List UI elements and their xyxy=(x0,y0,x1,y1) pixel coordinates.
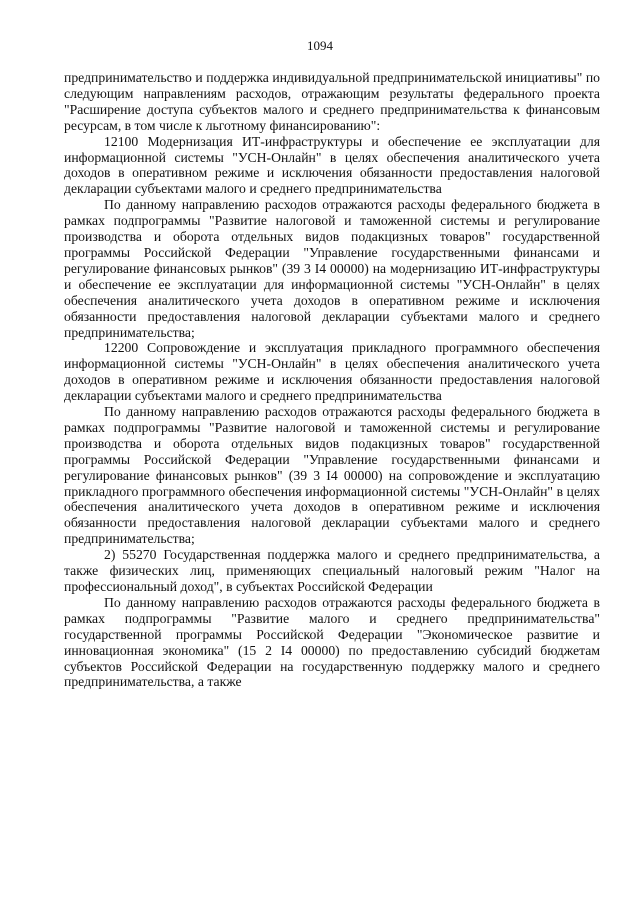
paragraph-description-55270: По данному направлению расходов отражаются расходы федерального бюджета в рамках подпрограммы "Развитие малого и среднего предпринимательства" государственной программы Российской Федерации "Экономическое развитие и инновационная экономика" (15 2 I4 00000) по предоставлению субсидий бюджетам субъектов Российской Федерации на государственную поддержку малого и среднего предпринимательства, а также xyxy=(64,594,600,690)
paragraph-item-55270: 2) 55270 Государственная поддержка малого и среднего предпринимательства, а также физических лиц, применяющих специальный налоговый режим "Налог на профессиональный доход", в субъектах Российской Федерации xyxy=(64,547,600,594)
paragraph-description-12100: По данному направлению расходов отражаются расходы федерального бюджета в рамках подпрограммы "Развитие налоговой и таможенной системы и регулирование производства и оборота отдельных видов подакцизных товаров" государственной программы Российской Федерации "Управление государственными финансами и регулирование финансовых рынков" (39 3 I4 00000) на модернизацию ИТ-инфраструктуры и обеспечение ее эксплуатации для информационной системы "УСН-Онлайн" в целях обеспечения аналитического учета доходов в оперативном режиме и исключения обязанности предоставления налоговой декларации субъектами малого и среднего предпринимательства; xyxy=(64,197,600,340)
document-body xyxy=(64,70,600,690)
paragraph-item-12200: 12200 Сопровождение и эксплуатация прикладного программного обеспечения информационной системы "УСН-Онлайн" в целях обеспечения аналитического учета доходов в оперативном режиме и исключения обязанности предоставления налоговой декларации субъектами малого и среднего предпринимательства xyxy=(64,340,600,404)
paragraph-description-12200: По данному направлению расходов отражаются расходы федерального бюджета в рамках подпрограммы "Развитие налоговой и таможенной системы и регулирование производства и оборота отдельных видов подакцизных товаров" государственной программы Российской Федерации "Управление государственными финансами и регулирование финансовых рынков" (39 3 I4 00000) на сопровождение и эксплуатацию прикладного программного обеспечения информационной системы "УСН-Онлайн" в целях обеспечения аналитического учета доходов в оперативном режиме и исключения обязанности предоставления налоговой декларации субъектами малого и среднего предпринимательства; xyxy=(64,404,600,547)
page-number: 1094 xyxy=(307,38,333,53)
paragraph-item-12100: 12100 Модернизация ИТ-инфраструктуры и обеспечение ее эксплуатации для информационной системы "УСН-Онлайн" в целях обеспечения аналитического учета доходов в оперативном режиме и исключения обязанности предоставления налоговой декларации субъектами малого и среднего предпринимательства xyxy=(64,133,600,197)
paragraph-continuation: предпринимательство и поддержка индивидуальной предпринимательской инициативы" по следующим направлениям расходов, отражающим результаты федерального проекта "Расширение доступа субъектов малого и среднего предпринимательства к финансовым ресурсам, в том числе к льготному финансированию": xyxy=(64,70,600,133)
